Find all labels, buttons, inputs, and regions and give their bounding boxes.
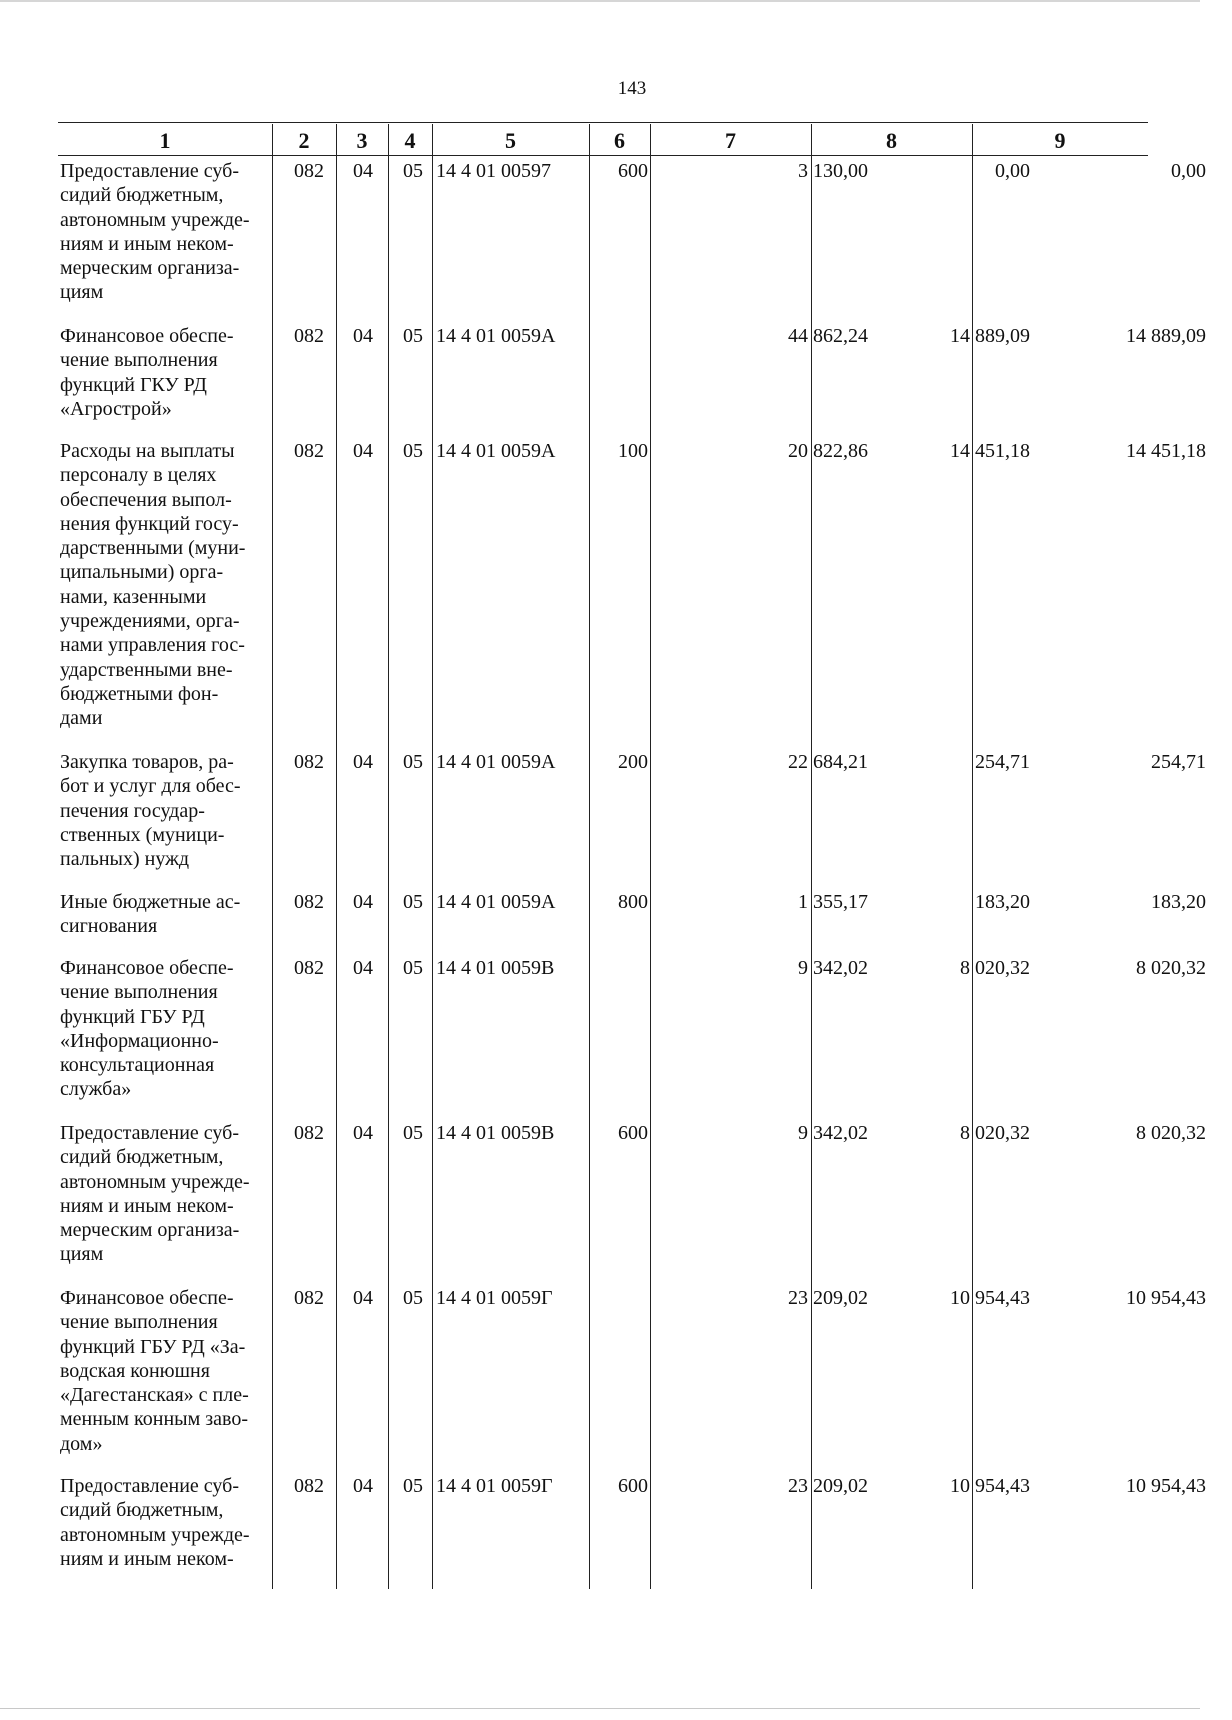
row-description-line: менным конным заво- [60,1408,248,1431]
cell-col-5: 14 4 01 0059В [436,957,555,979]
cell-col-9: 8 020,32 [1136,1122,1206,1144]
cell-col-3: 04 [353,1475,373,1497]
row-description-line: учреждениями, орга- [60,610,240,633]
cell-col-9: 254,71 [1151,751,1206,773]
row-description-line: сигнования [60,915,158,938]
row-description-line: бот и услуг для обес- [60,775,241,798]
col-divider-1-2 [272,124,273,1589]
row-description-line: ципальными) орга- [60,561,224,584]
row-description-line: ниям и иным неком- [60,1194,234,1217]
cell-col-8: 10 954,43 [950,1287,1030,1309]
cell-col-2: 082 [294,1287,324,1309]
cell-col-7: 44 862,24 [788,325,868,347]
column-header-2: 2 [298,128,310,153]
row-description-line: ударственными вне- [60,658,233,681]
row-description-line: «Агрострой» [60,397,172,420]
cell-col-8: 0,00 [995,160,1030,182]
cell-col-2: 082 [294,440,324,462]
row-description-line: служба» [60,1078,132,1101]
cell-col-3: 04 [353,957,373,979]
row-description-line: циям [60,281,104,304]
cell-col-9: 183,20 [1151,891,1206,913]
cell-col-7: 1 355,17 [798,891,868,913]
cell-col-4: 05 [403,751,423,773]
cell-col-8: 8 020,32 [960,1122,1030,1144]
row-description-line: ниям и иным неком- [60,232,234,255]
page-number: 143 [617,78,647,99]
cell-col-5: 14 4 01 0059А [436,891,556,913]
cell-col-6: 200 [618,751,648,773]
cell-col-7: 22 684,21 [788,751,868,773]
row-description-line: Предоставление суб- [60,1122,239,1144]
cell-col-3: 04 [353,1122,373,1144]
row-description-line: Иные бюджетные ас- [60,891,241,913]
row-description-line: автономным учрежде- [60,1170,250,1193]
cell-col-2: 082 [294,1122,324,1144]
column-header-8: 8 [886,128,897,153]
cell-col-6: 100 [618,440,648,462]
cell-col-9: 10 954,43 [1126,1287,1206,1309]
row-description-line: функций ГБУ РД «За- [60,1335,246,1358]
row-description [60,439,270,731]
column-header-7: 7 [725,128,736,153]
column-header-5: 5 [505,128,516,153]
cell-col-4: 05 [403,440,423,462]
row-description-line: ниям и иным неком- [60,1547,234,1570]
col-divider-5-6 [589,124,590,1589]
row-description [60,1286,270,1456]
column-header-6: 6 [614,128,625,153]
row-description-line: автономным учрежде- [60,208,250,231]
cell-col-8: 10 954,43 [950,1475,1030,1497]
cell-col-6: 800 [618,891,648,913]
cell-col-5: 14 4 01 0059В [436,1122,555,1144]
row-description [60,750,270,871]
scan-edge-top [0,0,1200,2]
row-description-line: обеспечения выпол- [60,488,232,511]
row-description-line: чение выполнения [60,349,218,372]
cell-col-5: 14 4 01 0059А [436,325,556,347]
column-header-9: 9 [1054,128,1066,153]
row-description-line: дами [60,707,103,730]
row-description-line: ственных (муници- [60,823,225,846]
row-description-line: нами, казенными [60,585,207,608]
row-description-line: Финансовое обеспе- [60,1287,234,1309]
cell-col-7: 9 342,02 [798,1122,868,1144]
row-description-line: функций ГКУ РД [60,373,207,396]
cell-col-7: 3 130,00 [798,160,868,182]
cell-col-8: 254,71 [975,751,1030,773]
cell-col-6: 600 [618,1475,648,1497]
row-description-line: «Информационно- [60,1029,219,1052]
cell-col-2: 082 [294,891,324,913]
row-description-line: дом» [60,1432,103,1455]
row-description-line: функций ГБУ РД [60,1005,205,1028]
cell-col-9: 10 954,43 [1126,1475,1206,1497]
cell-col-5: 14 4 01 00597 [436,160,551,182]
row-description-line: Предоставление суб- [60,1475,239,1497]
cell-col-7: 23 209,02 [788,1287,868,1309]
cell-col-9: 14 889,09 [1126,325,1206,347]
row-description-line: Расходы на выплаты [60,440,235,462]
cell-col-5: 14 4 01 0059Г [436,1287,553,1309]
row-description [60,1474,270,1571]
cell-col-6: 600 [618,160,648,182]
row-description-line: мерческим организа- [60,1219,240,1242]
row-description-line: нения функций госу- [60,512,239,535]
row-description-line: печения государ- [60,799,205,822]
cell-col-7: 23 209,02 [788,1475,868,1497]
row-description-line: сидий бюджетным, [60,184,224,207]
cell-col-4: 05 [403,957,423,979]
row-description-line: бюджетными фон- [60,682,219,705]
cell-col-3: 04 [353,751,373,773]
cell-col-8: 183,20 [975,891,1030,913]
cell-col-4: 05 [403,1122,423,1144]
row-description-line: Финансовое обеспе- [60,957,234,979]
scan-edge-bottom [0,1708,1200,1709]
row-description [60,159,270,305]
row-description-line: Финансовое обеспе- [60,325,234,347]
cell-col-7: 9 342,02 [798,957,868,979]
cell-col-4: 05 [403,1287,423,1309]
row-description-line: сидий бюджетным, [60,1146,224,1169]
cell-col-9: 0,00 [1171,160,1206,182]
cell-col-3: 04 [353,160,373,182]
column-header-3: 3 [356,128,368,153]
col-divider-4-5 [432,124,433,1589]
row-description-line: дарственными (муни- [60,537,246,560]
row-description [60,1121,270,1267]
row-description-line: консультационная [60,1054,215,1077]
cell-col-5: 14 4 01 0059Г [436,1475,553,1497]
cell-col-8: 14 451,18 [950,440,1030,462]
cell-col-4: 05 [403,891,423,913]
row-description-line: «Дагестанская» с пле- [60,1384,249,1407]
cell-col-7: 20 822,86 [788,440,868,462]
row-description-line: Закупка товаров, ра- [60,751,234,773]
row-description-line: нами управления гос- [60,634,245,657]
cell-col-8: 14 889,09 [950,325,1030,347]
cell-col-8: 8 020,32 [960,957,1030,979]
cell-col-4: 05 [403,160,423,182]
cell-col-9: 8 020,32 [1136,957,1206,979]
cell-col-2: 082 [294,751,324,773]
row-description-line: автономным учрежде- [60,1523,250,1546]
row-description-line: Предоставление суб- [60,160,239,182]
row-description-line: водская конюшня [60,1359,210,1382]
cell-col-2: 082 [294,160,324,182]
row-description-line: мерческим организа- [60,257,240,280]
row-description-line: пальных) нужд [60,848,190,871]
cell-col-9: 14 451,18 [1126,440,1206,462]
row-description-line: персоналу в целях [60,464,217,487]
cell-col-3: 04 [353,440,373,462]
row-description [60,890,270,939]
cell-col-5: 14 4 01 0059А [436,440,556,462]
cell-col-2: 082 [294,1475,324,1497]
table-top-border [58,122,1148,123]
row-description-line: чение выполнения [60,981,218,1004]
cell-col-3: 04 [353,1287,373,1309]
row-description [60,324,270,421]
row-description-line: чение выполнения [60,1311,218,1334]
row-description [60,956,270,1102]
column-header-4: 4 [404,128,416,153]
cell-col-3: 04 [353,891,373,913]
column-header-1: 1 [159,128,171,153]
row-description-line: сидий бюджетным, [60,1499,224,1522]
cell-col-4: 05 [403,325,423,347]
cell-col-2: 082 [294,325,324,347]
cell-col-5: 14 4 01 0059А [436,751,556,773]
row-description-line: циям [60,1243,104,1266]
cell-col-2: 082 [294,957,324,979]
col-divider-3-4 [388,124,389,1589]
cell-col-3: 04 [353,325,373,347]
cell-col-6: 600 [618,1122,648,1144]
budget-table [58,122,1206,1589]
cell-col-4: 05 [403,1475,423,1497]
